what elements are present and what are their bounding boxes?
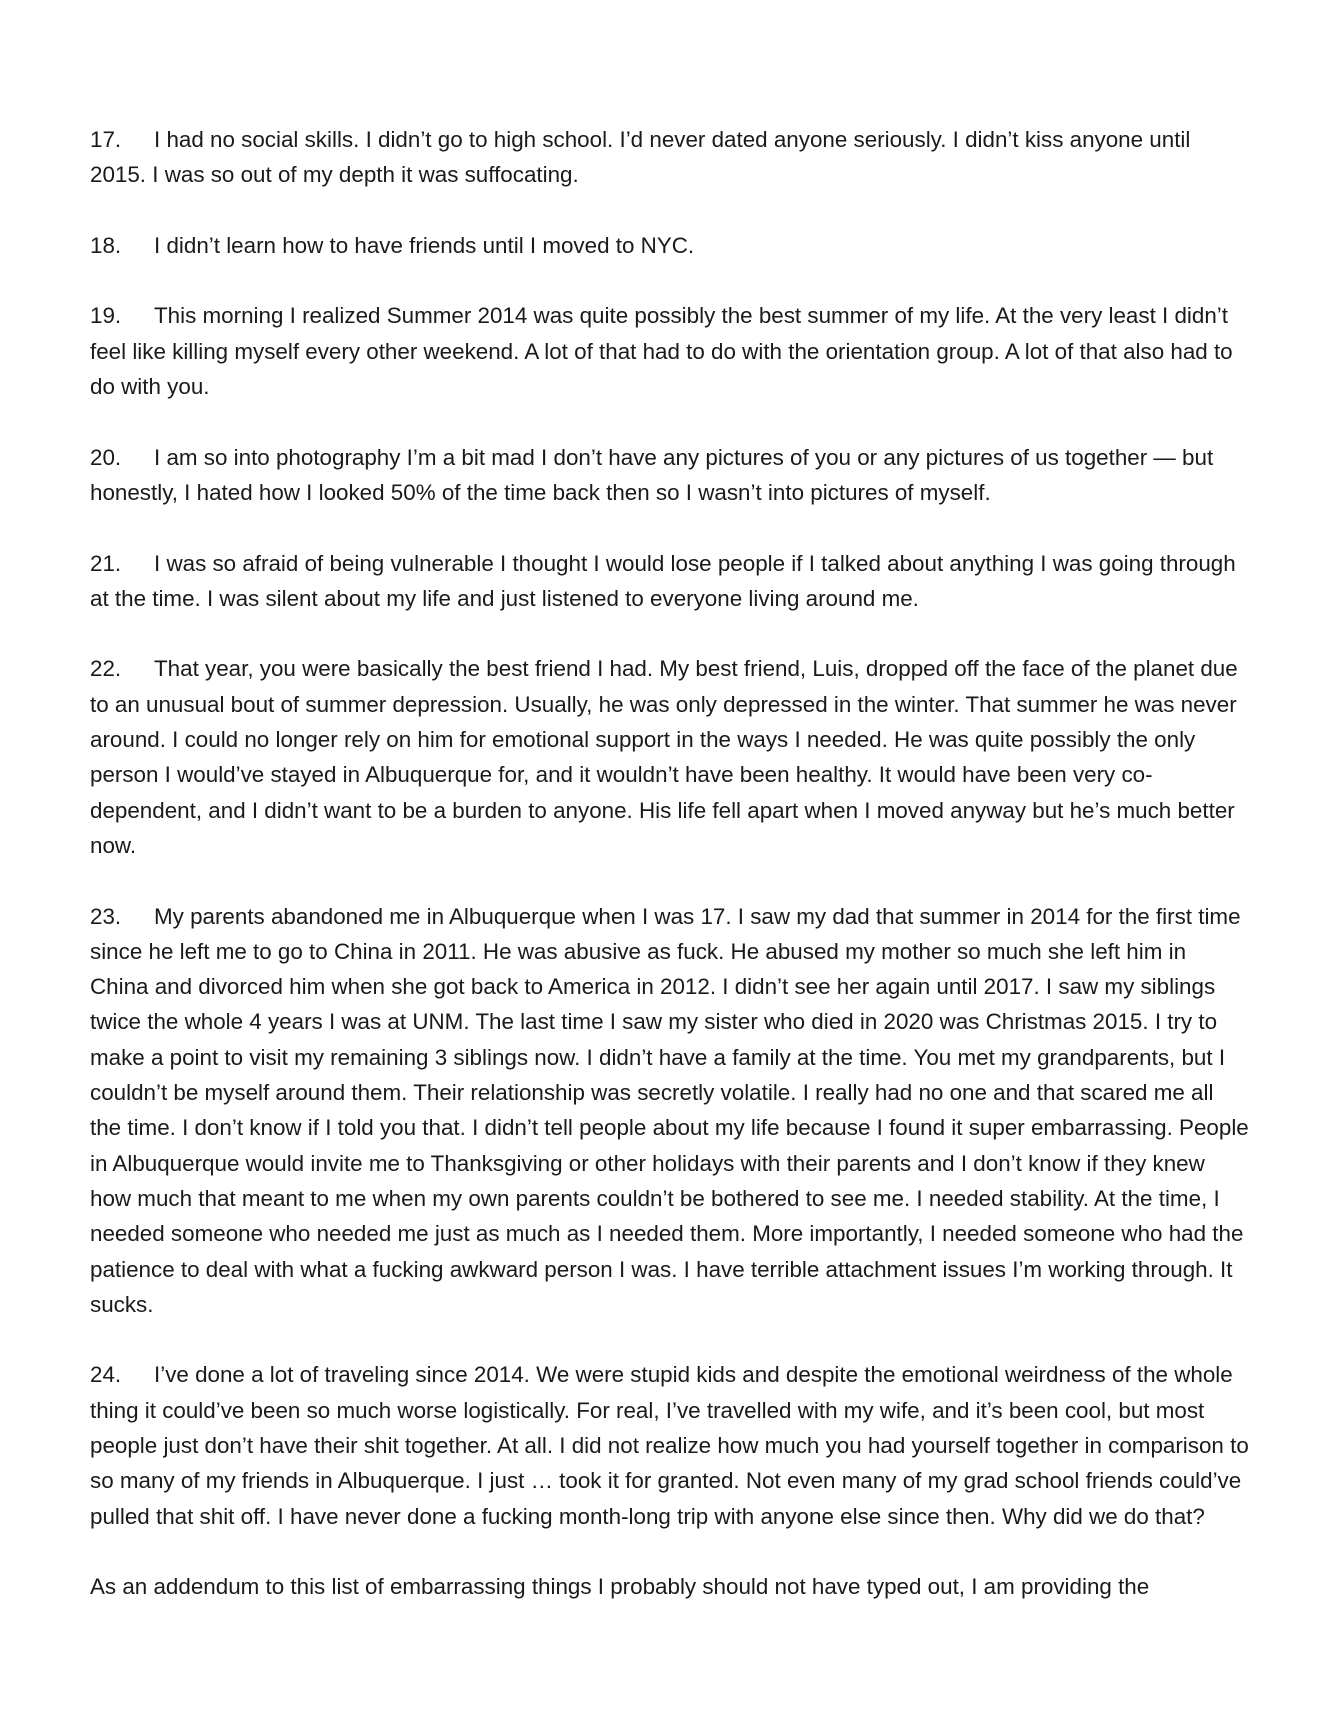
item-number: 19. <box>90 303 122 329</box>
item-text: That year, you were basically the best friend I had. My best friend, Luis, dropped off the face of the planet due to an unusual bout of summer depression. Usually, he was only depressed in the winter. That summer he was never around. I could no longer rely on him for emotional support in the ways I needed. He was quite possibly the only person I would’ve stayed in Albuquerque for, and it wouldn’t have been healthy. It would have been very co-dependent, and I didn’t want to be a burden to anyone. His life fell apart when I moved anyway but he’s much better now. <box>90 656 1238 858</box>
item-text: I was so afraid of being vulnerable I thought I would lose people if I talked about anything I was going through at the time. I was silent about my life and just listened to everyone living around me. <box>90 550 1236 611</box>
list-item-20 <box>90 440 1250 511</box>
list-item-19 <box>90 298 1250 404</box>
document-page <box>90 122 1250 1604</box>
item-number: 22. <box>90 656 122 682</box>
item-text: I didn’t learn how to have friends until I moved to NYC. <box>154 232 695 258</box>
list-item-24 <box>90 1357 1250 1533</box>
list-item-21 <box>90 546 1250 617</box>
item-number: 17. <box>90 127 122 152</box>
item-number: 20. <box>90 444 122 470</box>
list-item-18 <box>90 228 1250 263</box>
list-item-17 <box>90 122 1250 193</box>
item-text: I’ve done a lot of traveling since 2014. We were stupid kids and despite the emotional weirdness of the whole thing it could’ve been so much worse logistically. For real, I’ve travelled with my wife, and it’s been cool, but most people just don’t have their shit together. At all. I did not realize how much you had yourself together in comparison to so many of my friends in Albuquerque. I just … took it for granted. Not even many of my grad school friends could’ve pulled that shit off. I have never done a fucking month-long trip with anyone else since then. Why did we do that? <box>90 1362 1249 1529</box>
item-number: 23. <box>90 903 122 929</box>
item-text: This morning I realized Summer 2014 was quite possibly the best summer of my life. At the very least I didn’t feel like killing myself every other weekend. A lot of that had to do with the orientation group. A lot of that also had to do with you. <box>90 303 1233 400</box>
item-text: I had no social skills. I didn’t go to high school. I’d never dated anyone seriously. I didn’t kiss anyone until 2015. I was so out of my depth it was suffocating. <box>90 127 1191 188</box>
item-text: I am so into photography I’m a bit mad I don’t have any pictures of you or any pictures of us together — but honestly, I hated how I looked 50% of the time back then so I wasn’t into pictures of myself. <box>90 444 1214 505</box>
list-item-22 <box>90 651 1250 863</box>
list-item-23 <box>90 899 1250 1323</box>
item-number: 21. <box>90 550 122 576</box>
item-text: My parents abandoned me in Albuquerque when I was 17. I saw my dad that summer in 2014 for the first time since he left me to go to China in 2011. He was abusive as fuck. He abused my mother so much she left him in China and divorced him when she got back to America in 2012. I didn’t see her again until 2017. I saw my siblings twice the whole 4 years I was at UNM. The last time I saw my sister who died in 2020 was Christmas 2015. I try to make a point to visit my remaining 3 siblings now. I didn’t have a family at the time. You met my grandparents, but I couldn’t be myself around them. Their relationship was secretly volatile. I really had no one and that scared me all the time. I don’t know if I told you that. I didn’t tell people about my life because I found it super embarrassing. People in Albuquerque would invite me to Thanksgiving or other holidays with their parents and I don’t know if they knew how much that meant to me when my own parents couldn’t be bothered to see me. I needed stability. At the time, I needed someone who needed me just as much as I needed them. More importantly, I needed someone who had the patience to deal with what a fucking awkward person I was. I have terrible attachment issues I’m working through. It sucks. <box>90 903 1249 1317</box>
addendum-paragraph: As an addendum to this list of embarrassing things I probably should not have typed out, I am providing the <box>90 1574 1150 1600</box>
item-number: 18. <box>90 232 122 258</box>
item-number: 24. <box>90 1362 122 1388</box>
